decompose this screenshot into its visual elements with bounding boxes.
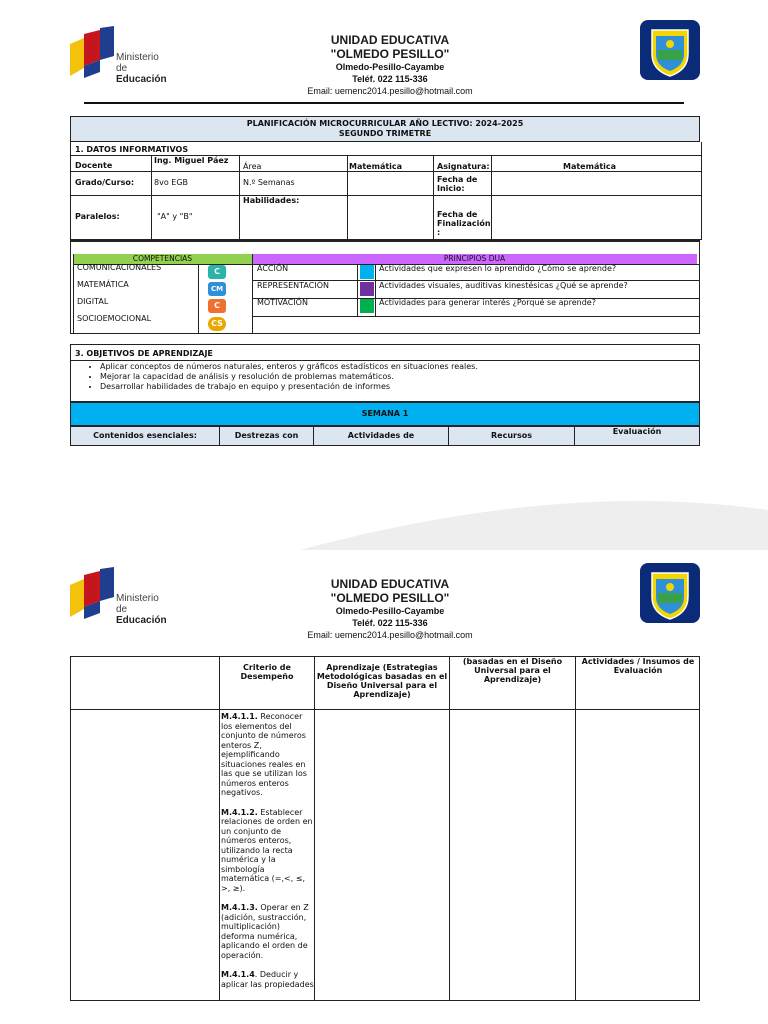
competencia-socioemocional: SOCIOEMOCIONAL — [77, 314, 152, 323]
school-header — [240, 33, 540, 97]
col-aprendizaje: Aprendizaje (Estrategias Metodológicas basadas en el Diseño Universal para el Aprendizaje) — [316, 663, 448, 699]
grado-label: Grado/Curso: — [75, 178, 135, 187]
habilidades-label: Habilidades: — [243, 196, 300, 205]
competencias-dua-table — [70, 240, 700, 334]
ministry-word: Ministerio — [116, 52, 159, 63]
docente-value: Ing. Miguel Páez — [154, 156, 229, 165]
objetivo-item: • Aplicar conceptos de números naturales, enteros y gráficos estadísticos en situaciones reales. — [100, 362, 478, 372]
page-gap-swoosh — [0, 470, 768, 550]
ministry-word: Educación — [116, 74, 167, 85]
ministry-logo — [70, 567, 180, 626]
asignatura-label: Asignatura: — [437, 162, 490, 171]
document-page-1 — [0, 0, 768, 470]
header-divider — [84, 102, 684, 104]
col-recursos: Recursos — [448, 426, 575, 446]
grado-value: 8vo EGB — [154, 178, 189, 187]
criterio-code: M.4.1.4 — [221, 970, 255, 979]
school-address: Olmedo-Pesillo-Cayambe — [335, 606, 445, 616]
fecha-inicio-label: Fecha de Inicio: — [437, 175, 478, 193]
competencias-header: COMPETENCIAS — [73, 254, 252, 264]
ministry-flag-icon — [70, 26, 114, 78]
dua-representacion-text: Actividades visuales, auditivas kinestésicas ¿Qué se aprende? — [379, 281, 628, 290]
school-email: Email: uemenc2014.pesillo@hotmail.com — [307, 630, 473, 640]
ministry-word: Educación — [116, 615, 167, 626]
paralelos-value: "A" y "B" — [157, 212, 193, 221]
area-value: Matemática — [349, 162, 403, 171]
asignatura-value: Matemática — [563, 162, 617, 171]
criterio-code: M.4.1.1. — [221, 712, 258, 721]
competencia-matematica: MATEMÁTICA — [77, 280, 129, 289]
col-criterio: Criterio de Desempeño — [240, 663, 294, 681]
criterio-item — [221, 903, 314, 960]
school-header — [240, 577, 540, 641]
criterio-text: Establecer relaciones de orden en un conjunto de números enteros, utilizando la recta numérica y la simbología matemática (=,<, ≤, >, ≥). — [221, 807, 313, 893]
docente-label: Docente — [75, 161, 113, 170]
criterio-code: M.4.1.3. — [221, 903, 258, 912]
dua-motivacion-label: MOTIVACIÓN — [257, 298, 308, 307]
objetivo-item: • Mejorar la capacidad de análisis y resolución de problemas matemáticos. — [100, 372, 478, 382]
dua-motivacion-text: Actividades para generar interés ¿Porqué se aprende? — [379, 298, 596, 307]
criterio-text: Reconocer los elementos del conjunto de números enteros Z, ejemplificando situaciones reales en las que se utilizan los números enteros negativos. — [221, 712, 307, 797]
plan-title-line2: SEGUNDO TRIMETRE — [338, 129, 432, 138]
criterio-text: . Deducir y aplicar las propiedades — [221, 970, 314, 989]
col-actividades: Actividades de — [313, 426, 449, 446]
col-evaluacion: Evaluación — [574, 426, 700, 446]
dua-header: PRINCIPIOS DUA — [252, 254, 697, 264]
criterio-item — [221, 970, 314, 989]
datos-informativos-grid — [70, 142, 702, 240]
plan-title-line1: PLANIFICACIÓN MICROCURRICULAR AÑO LECTIVO: 2024-2025 — [246, 119, 524, 128]
criterio-item — [221, 712, 314, 798]
ministry-word: de — [116, 604, 128, 615]
semana-band: SEMANA 1 — [70, 402, 700, 426]
competencia-digital-icon: C — [208, 299, 226, 313]
ministry-name — [116, 593, 180, 626]
fecha-finalizacion-label: Fecha de Finalización : — [437, 210, 491, 237]
dua-accion-swatch — [360, 265, 374, 279]
col-destrezas: Destrezas con — [219, 426, 314, 446]
ministry-logo — [70, 26, 180, 85]
competencia-digital: DIGITAL — [77, 297, 109, 306]
criterio-item — [221, 808, 314, 894]
school-address: Olmedo-Pesillo-Cayambe — [335, 62, 445, 72]
competencia-cs-icon: CS — [208, 317, 226, 331]
col-dua: (basadas en el Diseño Universal para el Aprendizaje) — [462, 657, 563, 684]
objetivos-list — [90, 362, 478, 392]
document-page-2 — [0, 545, 768, 1024]
ministry-flag-icon — [70, 567, 114, 619]
ministry-word: de — [116, 63, 128, 74]
dua-representacion-label: REPRESENTACIÓN — [257, 281, 329, 290]
paralelos-label: Paralelos: — [75, 212, 120, 221]
school-name-line1: UNIDAD EDUCATIVA — [330, 577, 450, 591]
dua-accion-label: ACCIÓN — [257, 264, 289, 273]
school-name-line1: UNIDAD EDUCATIVA — [330, 33, 450, 47]
col-contenidos: Contenidos esenciales: — [70, 426, 220, 446]
dua-accion-text: Actividades que expresen lo aprendido ¿Cómo se aprende? — [379, 264, 617, 273]
competencia-cm-icon: CM — [208, 282, 226, 296]
col-actividades-evaluacion: Actividades / Insumos de Evaluación — [581, 657, 695, 675]
ministry-name — [116, 52, 180, 85]
school-crest-icon — [640, 563, 700, 623]
criterio-code: M.4.1.2. — [221, 807, 258, 817]
school-email: Email: uemenc2014.pesillo@hotmail.com — [307, 86, 473, 96]
school-phone: Teléf. 022 115-336 — [352, 618, 428, 628]
competencia-comunicacionales: COMUNICACIONALES — [77, 263, 162, 272]
section-title-objetivos: 3. OBJETIVOS DE APRENDIZAJE — [75, 349, 213, 358]
school-phone: Teléf. 022 115-336 — [352, 74, 428, 84]
section-title-datos: 1. DATOS INFORMATIVOS — [75, 145, 189, 154]
school-name-line2: "OLMEDO PESILLO" — [330, 47, 450, 61]
plan-title — [70, 116, 700, 142]
area-label: Área — [243, 162, 262, 171]
school-crest-icon — [640, 20, 700, 80]
semanas-label: N.º Semanas — [243, 178, 295, 187]
school-name-line2: "OLMEDO PESILLO" — [330, 591, 450, 605]
ministry-word: Ministerio — [116, 593, 159, 604]
dua-motivacion-swatch — [360, 299, 374, 313]
competencia-c-icon: C — [208, 265, 226, 279]
dua-representacion-swatch — [360, 282, 374, 296]
objetivo-item: • Desarrollar habilidades de trabajo en equipo y presentación de informes — [100, 382, 478, 392]
criterio-text: Operar en Z (adición, sustracción, multiplicación) deforma numérica, aplicando el orden de operación. — [221, 903, 309, 960]
planning-table — [70, 656, 700, 1001]
criterios-list — [221, 712, 314, 999]
